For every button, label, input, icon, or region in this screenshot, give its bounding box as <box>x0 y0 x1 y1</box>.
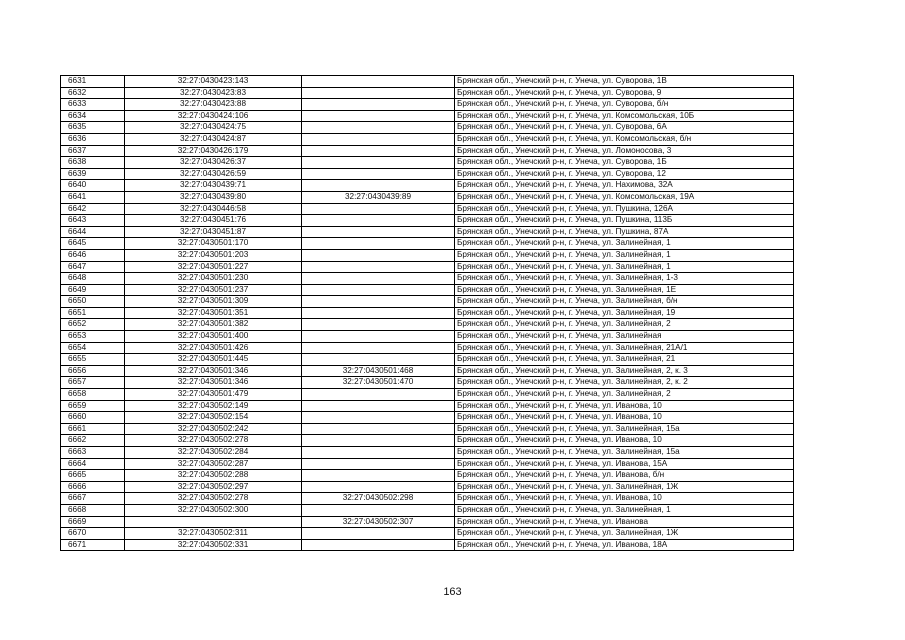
address-cell: Брянская обл., Унечский р-н, г. Унеча, ул. Пушкина, 113Б <box>455 215 794 227</box>
cadastral-number-cell: 32:27:0430423:83 <box>125 87 302 99</box>
related-cadastral-number-cell <box>302 412 455 424</box>
related-cadastral-number-cell <box>302 481 455 493</box>
row-number-cell: 6658 <box>61 389 125 401</box>
table-row <box>61 481 794 493</box>
table-row <box>61 87 794 99</box>
related-cadastral-number-cell <box>302 76 455 88</box>
row-number-cell: 6663 <box>61 447 125 459</box>
row-number-cell: 6652 <box>61 319 125 331</box>
related-cadastral-number-cell <box>302 99 455 111</box>
table-row <box>61 157 794 169</box>
related-cadastral-number-cell <box>302 539 455 551</box>
cadastral-number-cell: 32:27:0430426:37 <box>125 157 302 169</box>
cadastral-number-cell: 32:27:0430424:87 <box>125 133 302 145</box>
table-row <box>61 504 794 516</box>
cadastral-number-cell: 32:27:0430501:203 <box>125 249 302 261</box>
cadastral-number-cell: 32:27:0430502:288 <box>125 470 302 482</box>
cadastral-number-cell: 32:27:0430501:426 <box>125 342 302 354</box>
row-number-cell: 6668 <box>61 504 125 516</box>
related-cadastral-number-cell <box>302 215 455 227</box>
cadastral-number-cell: 32:27:0430502:284 <box>125 447 302 459</box>
row-number-cell: 6640 <box>61 180 125 192</box>
address-cell: Брянская обл., Унечский р-н, г. Унеча, ул. Иванова <box>455 516 794 528</box>
related-cadastral-number-cell <box>302 470 455 482</box>
row-number-cell: 6638 <box>61 157 125 169</box>
address-cell: Брянская обл., Унечский р-н, г. Унеча, ул. Залинейная, 15а <box>455 447 794 459</box>
row-number-cell: 6651 <box>61 307 125 319</box>
related-cadastral-number-cell <box>302 423 455 435</box>
row-number-cell: 6669 <box>61 516 125 528</box>
row-number-cell: 6645 <box>61 238 125 250</box>
row-number-cell: 6643 <box>61 215 125 227</box>
address-cell: Брянская обл., Унечский р-н, г. Унеча, ул. Залинейная, 1-3 <box>455 273 794 285</box>
related-cadastral-number-cell <box>302 273 455 285</box>
table-row <box>61 447 794 459</box>
related-cadastral-number-cell <box>302 87 455 99</box>
table-row <box>61 389 794 401</box>
related-cadastral-number-cell: 32:27:0430502:298 <box>302 493 455 505</box>
row-number-cell: 6671 <box>61 539 125 551</box>
table-row <box>61 110 794 122</box>
cadastral-number-cell: 32:27:0430501:170 <box>125 238 302 250</box>
cadastral-number-cell: 32:27:0430423:143 <box>125 76 302 88</box>
cadastral-number-cell: 32:27:0430502:287 <box>125 458 302 470</box>
related-cadastral-number-cell <box>302 133 455 145</box>
address-cell: Брянская обл., Унечский р-н, г. Унеча, ул. Залинейная, 1 <box>455 504 794 516</box>
table-row <box>61 215 794 227</box>
cadastral-number-cell: 32:27:0430501:479 <box>125 389 302 401</box>
table-row <box>61 342 794 354</box>
address-cell: Брянская обл., Унечский р-н, г. Унеча, ул. Иванова, 10 <box>455 435 794 447</box>
row-number-cell: 6647 <box>61 261 125 273</box>
related-cadastral-number-cell <box>302 296 455 308</box>
row-number-cell: 6639 <box>61 168 125 180</box>
related-cadastral-number-cell: 32:27:0430502:307 <box>302 516 455 528</box>
cadastral-number-cell: 32:27:0430446:58 <box>125 203 302 215</box>
row-number-cell: 6642 <box>61 203 125 215</box>
row-number-cell: 6646 <box>61 249 125 261</box>
row-number-cell: 6632 <box>61 87 125 99</box>
related-cadastral-number-cell <box>302 284 455 296</box>
cadastral-number-cell: 32:27:0430439:80 <box>125 191 302 203</box>
cadastral-number-cell: 32:27:0430426:179 <box>125 145 302 157</box>
address-cell: Брянская обл., Унечский р-н, г. Унеча, ул. Залинейная, 1 <box>455 238 794 250</box>
table-row <box>61 470 794 482</box>
row-number-cell: 6653 <box>61 331 125 343</box>
address-cell: Брянская обл., Унечский р-н, г. Унеча, ул. Залинейная, 21А/1 <box>455 342 794 354</box>
address-cell: Брянская обл., Унечский р-н, г. Унеча, ул. Ломоносова, 3 <box>455 145 794 157</box>
address-cell: Брянская обл., Унечский р-н, г. Унеча, ул. Залинейная, 1 <box>455 261 794 273</box>
cadastral-number-cell: 32:27:0430502:331 <box>125 539 302 551</box>
table-row <box>61 273 794 285</box>
row-number-cell: 6665 <box>61 470 125 482</box>
cadastral-number-cell: 32:27:0430501:382 <box>125 319 302 331</box>
row-number-cell: 6666 <box>61 481 125 493</box>
cadastral-number-cell: 32:27:0430501:230 <box>125 273 302 285</box>
table-row <box>61 528 794 540</box>
address-cell: Брянская обл., Унечский р-н, г. Унеча, ул. Залинейная, 15а <box>455 423 794 435</box>
related-cadastral-number-cell <box>302 400 455 412</box>
table-row <box>61 377 794 389</box>
address-cell: Брянская обл., Унечский р-н, г. Унеча, ул. Иванова, 15А <box>455 458 794 470</box>
cadastral-number-cell: 32:27:0430502:300 <box>125 504 302 516</box>
address-cell: Брянская обл., Унечский р-н, г. Унеча, ул. Суворова, 1Б <box>455 157 794 169</box>
row-number-cell: 6650 <box>61 296 125 308</box>
row-number-cell: 6662 <box>61 435 125 447</box>
address-cell: Брянская обл., Унечский р-н, г. Унеча, ул. Суворова, 12 <box>455 168 794 180</box>
address-cell: Брянская обл., Унечский р-н, г. Унеча, ул. Комсомольская, б/н <box>455 133 794 145</box>
table-row <box>61 458 794 470</box>
registry-table-body <box>61 76 794 551</box>
cadastral-number-cell: 32:27:0430501:351 <box>125 307 302 319</box>
table-row <box>61 307 794 319</box>
address-cell: Брянская обл., Унечский р-н, г. Унеча, ул. Залинейная, 1Ж <box>455 481 794 493</box>
address-cell: Брянская обл., Унечский р-н, г. Унеча, ул. Залинейная, 2 <box>455 389 794 401</box>
related-cadastral-number-cell <box>302 331 455 343</box>
row-number-cell: 6633 <box>61 99 125 111</box>
cadastral-number-cell: 32:27:0430439:71 <box>125 180 302 192</box>
cadastral-number-cell: 32:27:0430424:106 <box>125 110 302 122</box>
address-cell: Брянская обл., Унечский р-н, г. Унеча, ул. Комсомольская, 10Б <box>455 110 794 122</box>
row-number-cell: 6656 <box>61 365 125 377</box>
table-row <box>61 168 794 180</box>
address-cell: Брянская обл., Унечский р-н, г. Унеча, ул. Суворова, 1В <box>455 76 794 88</box>
row-number-cell: 6644 <box>61 226 125 238</box>
row-number-cell: 6648 <box>61 273 125 285</box>
table-row <box>61 412 794 424</box>
related-cadastral-number-cell <box>302 389 455 401</box>
table-row <box>61 191 794 203</box>
table-row <box>61 539 794 551</box>
table-row <box>61 261 794 273</box>
cadastral-number-cell: 32:27:0430502:311 <box>125 528 302 540</box>
table-row <box>61 423 794 435</box>
cadastral-number-cell: 32:27:0430501:346 <box>125 377 302 389</box>
table-row <box>61 238 794 250</box>
related-cadastral-number-cell <box>302 354 455 366</box>
related-cadastral-number-cell <box>302 238 455 250</box>
row-number-cell: 6635 <box>61 122 125 134</box>
row-number-cell: 6657 <box>61 377 125 389</box>
related-cadastral-number-cell <box>302 122 455 134</box>
cadastral-number-cell: 32:27:0430501:227 <box>125 261 302 273</box>
address-cell: Брянская обл., Унечский р-н, г. Унеча, ул. Пушкина, 126А <box>455 203 794 215</box>
cadastral-number-cell: 32:27:0430423:88 <box>125 99 302 111</box>
table-row <box>61 493 794 505</box>
address-cell: Брянская обл., Унечский р-н, г. Унеча, ул. Суворова, б/н <box>455 99 794 111</box>
row-number-cell: 6641 <box>61 191 125 203</box>
table-row <box>61 145 794 157</box>
table-row <box>61 319 794 331</box>
cadastral-number-cell: 32:27:0430451:87 <box>125 226 302 238</box>
related-cadastral-number-cell <box>302 458 455 470</box>
table-row <box>61 354 794 366</box>
row-number-cell: 6637 <box>61 145 125 157</box>
table-row <box>61 76 794 88</box>
address-cell: Брянская обл., Унечский р-н, г. Унеча, ул. Залинейная, 1Е <box>455 284 794 296</box>
address-cell: Брянская обл., Унечский р-н, г. Унеча, ул. Иванова, 18А <box>455 539 794 551</box>
related-cadastral-number-cell <box>302 342 455 354</box>
row-number-cell: 6631 <box>61 76 125 88</box>
row-number-cell: 6649 <box>61 284 125 296</box>
related-cadastral-number-cell <box>302 145 455 157</box>
related-cadastral-number-cell <box>302 110 455 122</box>
cadastral-number-cell: 32:27:0430502:278 <box>125 435 302 447</box>
row-number-cell: 6667 <box>61 493 125 505</box>
address-cell: Брянская обл., Унечский р-н, г. Унеча, ул. Комсомольская, 19А <box>455 191 794 203</box>
address-cell: Брянская обл., Унечский р-н, г. Унеча, ул. Залинейная, 2 <box>455 319 794 331</box>
cadastral-number-cell: 32:27:0430426:59 <box>125 168 302 180</box>
row-number-cell: 6654 <box>61 342 125 354</box>
page-number: 163 <box>443 586 462 598</box>
row-number-cell: 6655 <box>61 354 125 366</box>
related-cadastral-number-cell <box>302 226 455 238</box>
address-cell: Брянская обл., Унечский р-н, г. Унеча, ул. Залинейная, б/н <box>455 296 794 308</box>
table-row <box>61 296 794 308</box>
cadastral-number-cell: 32:27:0430501:237 <box>125 284 302 296</box>
address-cell: Брянская обл., Унечский р-н, г. Унеча, ул. Залинейная, 2, к. 3 <box>455 365 794 377</box>
table-row <box>61 249 794 261</box>
address-cell: Брянская обл., Унечский р-н, г. Унеча, ул. Иванова, б/н <box>455 470 794 482</box>
table-row <box>61 203 794 215</box>
table-row <box>61 133 794 145</box>
table-row <box>61 516 794 528</box>
cadastral-number-cell: 32:27:0430501:346 <box>125 365 302 377</box>
related-cadastral-number-cell: 32:27:0430501:468 <box>302 365 455 377</box>
cadastral-number-cell: 32:27:0430502:278 <box>125 493 302 505</box>
related-cadastral-number-cell <box>302 435 455 447</box>
related-cadastral-number-cell <box>302 504 455 516</box>
table-row <box>61 400 794 412</box>
address-cell: Брянская обл., Унечский р-н, г. Унеча, ул. Залинейная, 1Ж <box>455 528 794 540</box>
row-number-cell: 6636 <box>61 133 125 145</box>
address-cell: Брянская обл., Унечский р-н, г. Унеча, ул. Суворова, 9 <box>455 87 794 99</box>
table-row <box>61 435 794 447</box>
cadastral-number-cell: 32:27:0430502:149 <box>125 400 302 412</box>
address-cell: Брянская обл., Унечский р-н, г. Унеча, ул. Залинейная <box>455 331 794 343</box>
row-number-cell: 6670 <box>61 528 125 540</box>
address-cell: Брянская обл., Унечский р-н, г. Унеча, ул. Залинейная, 21 <box>455 354 794 366</box>
address-cell: Брянская обл., Унечский р-н, г. Унеча, ул. Суворова, 6А <box>455 122 794 134</box>
address-cell: Брянская обл., Унечский р-н, г. Унеча, ул. Иванова, 10 <box>455 400 794 412</box>
cadastral-number-cell <box>125 516 302 528</box>
address-cell: Брянская обл., Унечский р-н, г. Унеча, ул. Иванова, 10 <box>455 412 794 424</box>
address-cell: Брянская обл., Унечский р-н, г. Унеча, ул. Нахимова, 32А <box>455 180 794 192</box>
related-cadastral-number-cell <box>302 249 455 261</box>
cadastral-number-cell: 32:27:0430501:445 <box>125 354 302 366</box>
row-number-cell: 6661 <box>61 423 125 435</box>
related-cadastral-number-cell: 32:27:0430501:470 <box>302 377 455 389</box>
related-cadastral-number-cell <box>302 307 455 319</box>
related-cadastral-number-cell <box>302 319 455 331</box>
table-row <box>61 365 794 377</box>
table-row <box>61 180 794 192</box>
cadastral-number-cell: 32:27:0430502:154 <box>125 412 302 424</box>
table-row <box>61 284 794 296</box>
related-cadastral-number-cell <box>302 528 455 540</box>
address-cell: Брянская обл., Унечский р-н, г. Унеча, ул. Пушкина, 87А <box>455 226 794 238</box>
cadastral-number-cell: 32:27:0430424:75 <box>125 122 302 134</box>
related-cadastral-number-cell: 32:27:0430439:89 <box>302 191 455 203</box>
related-cadastral-number-cell <box>302 157 455 169</box>
address-cell: Брянская обл., Унечский р-н, г. Унеча, ул. Залинейная, 1 <box>455 249 794 261</box>
cadastral-number-cell: 32:27:0430451:76 <box>125 215 302 227</box>
table-row <box>61 122 794 134</box>
related-cadastral-number-cell <box>302 261 455 273</box>
address-cell: Брянская обл., Унечский р-н, г. Унеча, ул. Залинейная, 2, к. 2 <box>455 377 794 389</box>
table-row <box>61 331 794 343</box>
cadastral-number-cell: 32:27:0430502:242 <box>125 423 302 435</box>
registry-table <box>60 75 794 551</box>
address-cell: Брянская обл., Унечский р-н, г. Унеча, ул. Залинейная, 19 <box>455 307 794 319</box>
related-cadastral-number-cell <box>302 447 455 459</box>
cadastral-number-cell: 32:27:0430501:309 <box>125 296 302 308</box>
row-number-cell: 6634 <box>61 110 125 122</box>
row-number-cell: 6659 <box>61 400 125 412</box>
table-row <box>61 99 794 111</box>
row-number-cell: 6660 <box>61 412 125 424</box>
cadastral-number-cell: 32:27:0430502:297 <box>125 481 302 493</box>
related-cadastral-number-cell <box>302 168 455 180</box>
related-cadastral-number-cell <box>302 203 455 215</box>
cadastral-number-cell: 32:27:0430501:400 <box>125 331 302 343</box>
address-cell: Брянская обл., Унечский р-н, г. Унеча, ул. Иванова, 10 <box>455 493 794 505</box>
row-number-cell: 6664 <box>61 458 125 470</box>
table-row <box>61 226 794 238</box>
related-cadastral-number-cell <box>302 180 455 192</box>
